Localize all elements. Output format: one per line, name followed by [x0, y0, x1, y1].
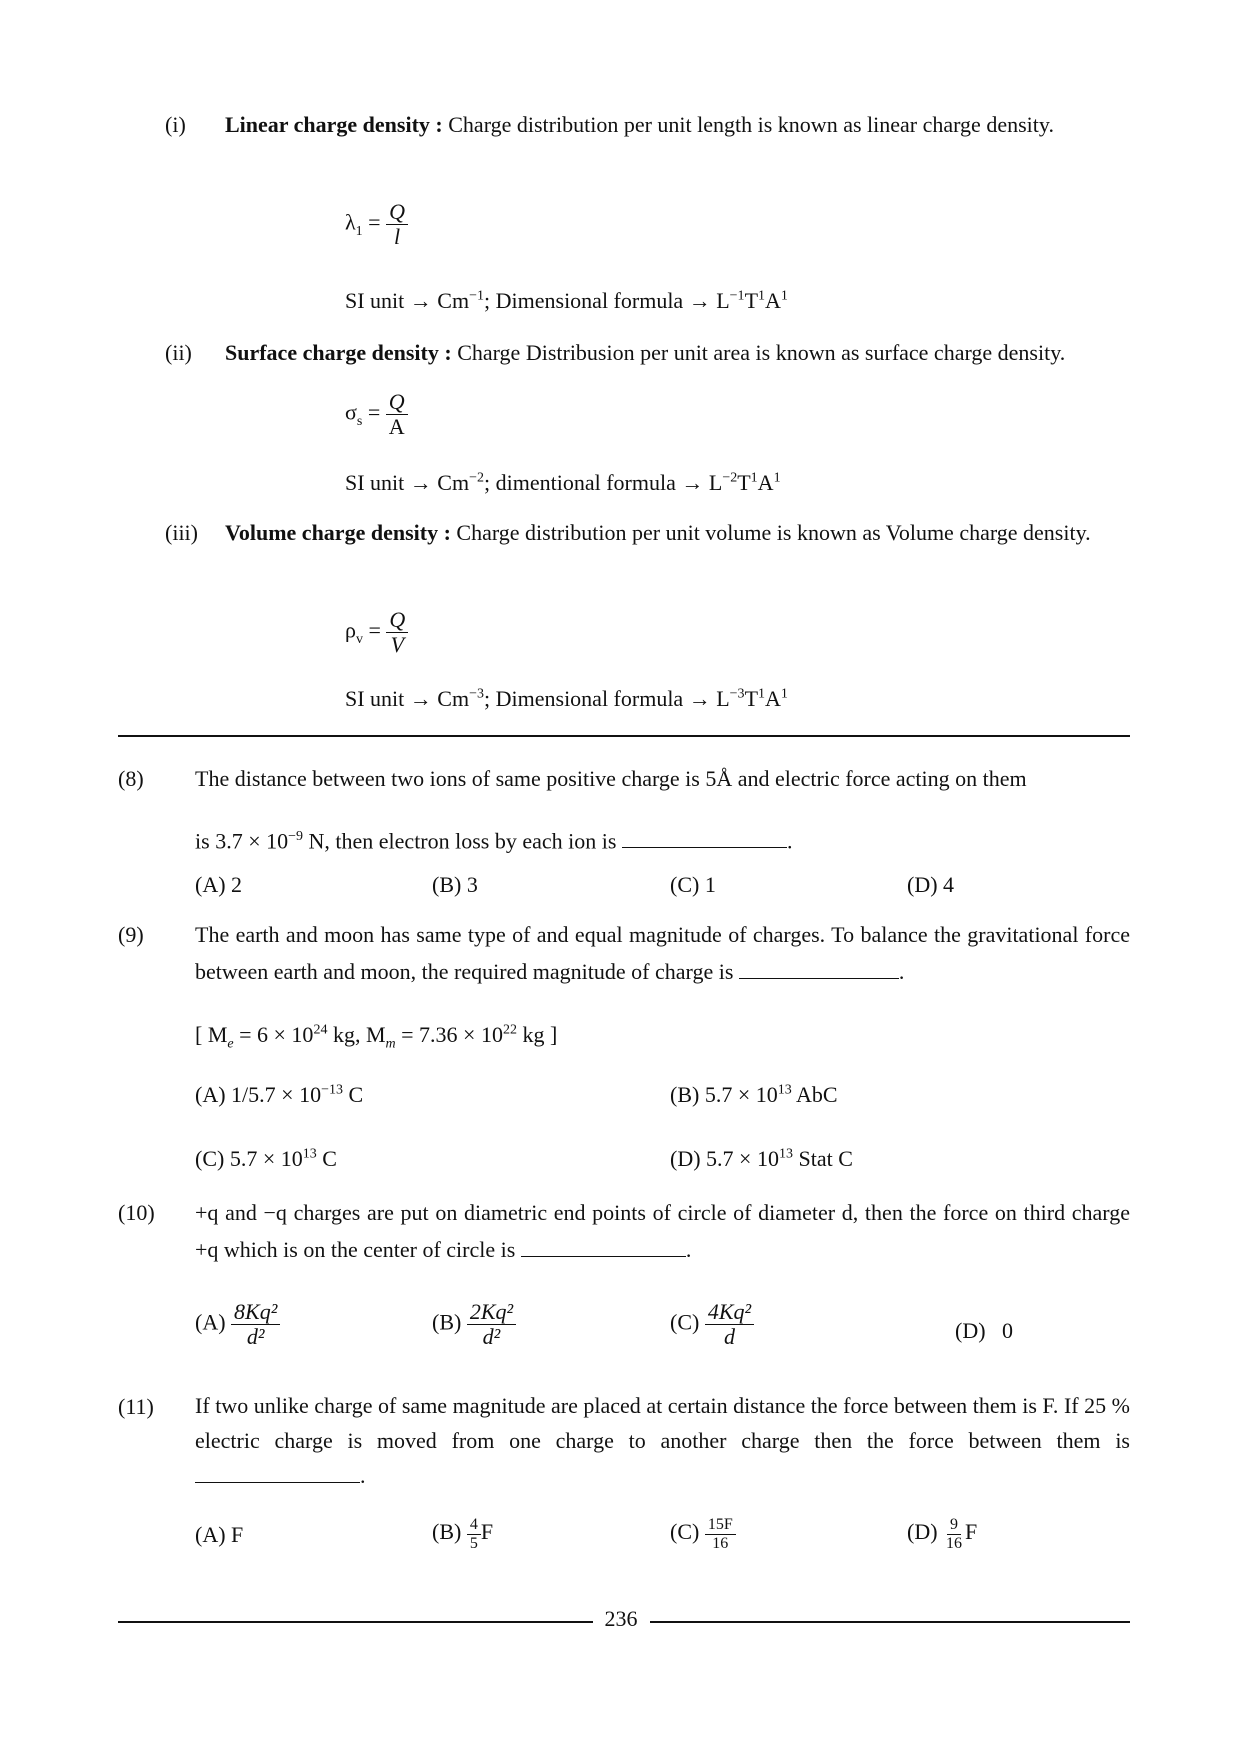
option-b: (B) 3 — [432, 872, 478, 897]
numerator: 4 — [467, 1516, 481, 1535]
dim-t-exponent: 1 — [758, 288, 766, 304]
option-b — [432, 1516, 493, 1552]
numerator: 4Kq² — [705, 1300, 754, 1325]
formula: $\rho_v$ = $\frac{Q}{V}$ — [345, 608, 408, 657]
unit-line: SI unit → $Cm^{-3}$; Dimensional formula → $L^{-3}T^1A^1$ — [345, 686, 788, 711]
answer-blank — [521, 1256, 686, 1257]
denominator: l — [393, 224, 401, 250]
denominator: d² — [482, 1324, 501, 1350]
q-text: The distance between two ions of same positive charge is — [195, 766, 700, 791]
si-label: SI unit — [345, 288, 405, 313]
symbol-subscript: 1 — [355, 224, 363, 240]
option-b — [432, 1300, 516, 1349]
answer-blank — [622, 847, 787, 848]
definition-text: Charge Distribusion per unit area is known as surface charge density. — [457, 340, 1066, 365]
option-unit: AbC — [791, 1082, 838, 1107]
option-fraction — [231, 1300, 280, 1349]
unit-line: SI unit → $Cm^{-1}$; Dimensional formula → $L^{-1}T^1A^1$ — [345, 288, 788, 313]
dim-t-exponent: 1 — [750, 470, 758, 486]
footer-rule-right — [650, 1621, 1130, 1623]
denominator: V — [390, 632, 405, 658]
denominator: 16 — [712, 1534, 729, 1552]
answer-blank — [195, 1482, 360, 1483]
question-text — [195, 760, 1130, 797]
option-d: (D) 4 — [907, 872, 955, 897]
option-d — [955, 1318, 1013, 1344]
si-unit: Cm — [437, 686, 470, 711]
option-unit: C — [316, 1146, 337, 1171]
item-number: (iii) — [165, 520, 198, 545]
option-label: (D) — [670, 1146, 701, 1171]
option-label: (A) — [195, 1309, 226, 1335]
item-number: (ii) — [165, 340, 192, 365]
dim-exponent: −1 — [729, 288, 745, 304]
si-exponent: −1 — [469, 288, 484, 304]
q-text: and electric force acting on them — [737, 766, 1027, 791]
si-label: SI unit — [345, 686, 405, 711]
option-d — [907, 1516, 977, 1552]
option-label: (A) — [195, 1522, 226, 1547]
option-label: (C) — [670, 1519, 700, 1545]
footer-rule-left — [118, 1621, 593, 1623]
dim-a: A — [765, 686, 781, 711]
question-number: (11) — [118, 1394, 154, 1419]
page-number: 236 — [604, 1606, 638, 1631]
q-distance: 5Å — [705, 766, 733, 791]
given-sub: e — [227, 1036, 234, 1052]
symbol-subscript: v — [355, 632, 363, 648]
si-exponent: −2 — [469, 470, 484, 486]
question-text: The earth and moon has same type of and equal magnitude of charges. To balance the gravitational force between earth and moon, the required magnitude of charge is . — [195, 922, 1130, 984]
numerator: 9 — [947, 1516, 961, 1535]
q-text: If two unlike charge of same magnitude are placed at certain distance the force between them is F. If 25 % electric charge is moved from one charge to another charge then the force between them is — [195, 1393, 1130, 1453]
question-text: is $3.7 \times 10^{-9}$ N, then electron loss by each ion is . — [195, 828, 793, 854]
item-number: (i) — [165, 112, 186, 137]
section-divider — [118, 735, 1130, 737]
option-exp: −13 — [321, 1082, 343, 1098]
dim-t: T — [744, 288, 759, 313]
definition-text: Charge distribution per unit length is known as linear charge density. — [448, 112, 1054, 137]
option-label: (C) — [670, 1309, 700, 1335]
dim: L — [716, 288, 730, 313]
formula: $\lambda_1$ = $\frac{Q}{l}$ — [345, 200, 408, 249]
dim-t-exponent: 1 — [758, 686, 766, 702]
q-force-exp: −9 — [288, 829, 304, 844]
dim-a: A — [757, 470, 774, 495]
option-fraction — [467, 1516, 481, 1552]
option-label: (B) — [670, 1082, 700, 1107]
q-text: +q and −q charges are put on diametric end points of circle of diameter d, then the force on third charge +q which is on the center of circle is — [195, 1200, 1130, 1262]
option-label: (C) — [195, 1146, 225, 1171]
dim-a: A — [765, 288, 781, 313]
dim-t: T — [737, 470, 751, 495]
option-c — [670, 1516, 736, 1552]
option-value: 5.7 × 10 — [229, 1146, 303, 1171]
given-exp: 22 — [502, 1022, 517, 1038]
option-value: 0 — [1002, 1318, 1014, 1343]
numerator: Q — [386, 608, 408, 633]
dim-a-exponent: 1 — [780, 288, 788, 304]
given-part: kg, M — [327, 1022, 386, 1047]
term-heading: Linear charge density : — [225, 112, 443, 137]
option-exp: 13 — [777, 1082, 792, 1098]
question-text: If two unlike charge of same magnitude are placed at certain distance the force between them is F. If 25 % electric charge is moved from one charge to another charge then the force between them is . — [195, 1393, 1130, 1488]
symbol: σ — [345, 399, 357, 425]
denominator: d — [723, 1324, 735, 1350]
dim: L — [708, 470, 723, 495]
option-a: (A) 2 — [195, 872, 243, 897]
option-d — [670, 1146, 853, 1172]
given-part: = 7.36 × 10 — [395, 1022, 503, 1047]
dim: L — [716, 686, 730, 711]
given-data — [195, 1022, 557, 1052]
definition-paragraph — [225, 106, 1130, 143]
answer-blank — [739, 978, 899, 979]
dim-exponent: −3 — [729, 686, 745, 702]
question-text: +q and −q charges are put on diametric end points of circle of diameter d, then the force on third charge +q which is on the center of circle is . — [195, 1200, 1130, 1262]
option-value: F — [231, 1522, 244, 1547]
q-text: , then electron loss by each ion is — [324, 828, 617, 854]
symbol: λ — [345, 209, 356, 235]
term-heading: Surface charge density : — [225, 340, 452, 365]
dim-t: T — [744, 686, 759, 711]
option-label: (B) — [432, 1519, 462, 1545]
denominator: 16 — [946, 1534, 963, 1552]
option-fraction — [705, 1516, 736, 1552]
option-unit: F — [965, 1519, 978, 1545]
denominator: 5 — [469, 1534, 478, 1552]
option-exp: 13 — [778, 1146, 793, 1162]
option-label: (A) — [195, 1082, 226, 1107]
symbol-subscript: s — [356, 414, 363, 430]
dim-a-exponent: 1 — [780, 686, 788, 702]
given-part: [ M — [195, 1022, 228, 1047]
option-c — [670, 1300, 754, 1349]
option-a — [195, 1300, 280, 1349]
dim-label: Dimensional formula — [495, 288, 684, 313]
symbol: ρ — [345, 617, 356, 643]
option-label: (D) — [955, 1318, 986, 1343]
q-text: The earth and moon has same type of and equal magnitude of charges. To balance the gravitational force between earth and moon, the required magnitude of charge is — [195, 922, 1130, 984]
formula: $\sigma_s$ = $\frac{Q}{A}$ — [345, 390, 408, 439]
option-label: (D) — [907, 1519, 938, 1545]
q-force: 3.7 × 10 — [215, 828, 289, 854]
question-number: (10) — [118, 1200, 155, 1225]
q-force-unit: N — [308, 828, 325, 854]
option-fraction — [467, 1300, 516, 1349]
dim-label: dimentional formula — [495, 470, 676, 495]
option-value: 5.7 × 10 — [704, 1082, 778, 1107]
si-unit: Cm — [437, 470, 470, 495]
si-exponent: −3 — [469, 686, 484, 702]
numerator: 2Kq² — [467, 1300, 516, 1325]
option-value: 5.7 × 10 — [706, 1146, 779, 1171]
si-unit: Cm — [437, 288, 470, 313]
term-heading: Volume charge density : — [225, 520, 451, 545]
numerator: Q — [386, 390, 408, 415]
fraction — [386, 608, 408, 657]
fraction — [386, 200, 408, 249]
given-part: = 6 × 10 — [233, 1022, 314, 1047]
option-exp: 13 — [302, 1146, 317, 1162]
unit-line: SI unit → $Cm^{-2}$; dimentional formula → $L^{-2}T^1A^1$ — [345, 470, 781, 495]
option-unit: Stat C — [792, 1146, 853, 1171]
option-a — [195, 1522, 243, 1548]
fraction — [386, 390, 408, 439]
given-sub: m — [385, 1036, 396, 1052]
dim-exponent: −2 — [722, 470, 738, 486]
dim-a-exponent: 1 — [773, 470, 781, 486]
definition-paragraph — [225, 334, 1130, 371]
dim-label: Dimensional formula — [495, 686, 684, 711]
option-b — [670, 1082, 838, 1108]
definition-text: Charge distribution per unit volume is known as Volume charge density. — [456, 520, 1091, 545]
option-unit: C — [342, 1082, 364, 1107]
definition-paragraph — [225, 514, 1130, 551]
option-fraction — [705, 1300, 754, 1349]
option-value: 1/5.7 × 10 — [231, 1082, 322, 1107]
denominator: d² — [246, 1324, 265, 1350]
option-c — [195, 1146, 337, 1172]
numerator: Q — [386, 200, 408, 225]
option-fraction — [943, 1516, 965, 1552]
option-label: (B) — [432, 1309, 462, 1335]
question-number: (8) — [118, 766, 144, 791]
question-number: (9) — [118, 922, 144, 947]
given-exp: 24 — [313, 1022, 328, 1038]
option-c: (C) 1 — [670, 872, 716, 897]
denominator: A — [388, 414, 405, 440]
si-label: SI unit — [345, 470, 405, 495]
numerator: 15F — [705, 1516, 736, 1535]
numerator: 8Kq² — [231, 1300, 280, 1325]
q-text: is — [195, 828, 210, 854]
given-part: kg ] — [516, 1022, 558, 1047]
option-a — [195, 1082, 363, 1108]
option-unit: F — [480, 1519, 494, 1545]
